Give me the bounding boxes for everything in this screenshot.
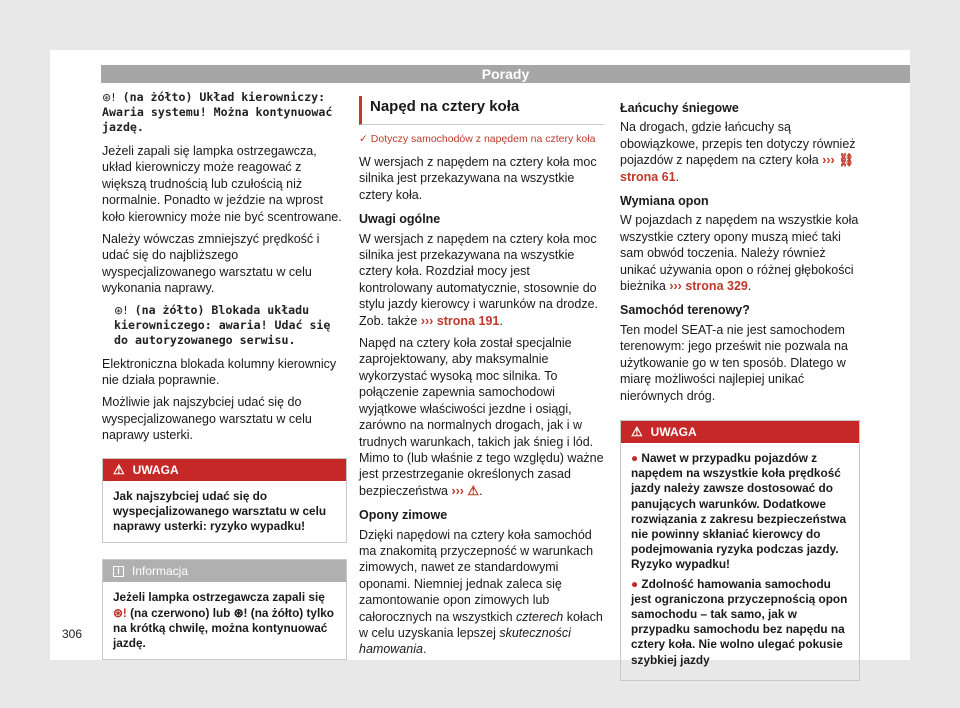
page-reference-link[interactable]: ››› strona 329: [669, 279, 748, 294]
snow-chain-icon: ⛓: [838, 153, 855, 168]
steering-warning-icon: ⊛!: [102, 91, 116, 104]
warning-box: [620, 420, 860, 681]
warning-item: ● Nawet w przypadku pojazdów z napędem na wszystkie koła prędkość jazdy należy zawsze dostosować do panujących warunków. Dodatkowe rozwiązania z zakresu bezpieczeństwa nie powinny skłaniać kierowcy do podejmowania ryzyka podczas jazdy. Ryzyko wypadku!: [631, 450, 847, 572]
subheading: Wymiana opon: [620, 194, 709, 209]
steering-warning-icon: ⊛!: [233, 605, 248, 620]
page-reference-link[interactable]: ››› ⛓ strona 61: [620, 153, 855, 184]
page-number: 306: [62, 627, 83, 641]
page: [50, 50, 910, 667]
warning-body: Jak najszybciej udać się do wyspecjalizowanego warsztatu w celu naprawy usterki: ryzyko wypadku!: [113, 488, 327, 534]
steering-lock-icon: ⊛!: [114, 303, 128, 317]
paragraph: Należy wówczas zmniejszyć prędkość i udać się do najbliższego wyspecjalizowanego warsztatu w celu wykonania naprawy.: [102, 232, 320, 296]
warning-box-header: [621, 421, 859, 443]
paragraph: Elektroniczna blokada kolumny kierownicy nie działa poprawnie.: [102, 356, 337, 388]
warning-triangle-icon: ⚠: [631, 423, 643, 439]
warning-item: ● Zdolność hamowania samochodu jest ograniczona przyczepnością opon samochodu – tak samo, jak w przypadku samochodu bez napędu na cztery koła. Nie wolno ulegać pokusie szybkiej jazdy: [631, 576, 848, 667]
warning-title: UWAGA: [132, 462, 179, 477]
subheading: Opony zimowe: [359, 508, 448, 523]
warning-triangle-icon: ⚠: [467, 482, 480, 498]
subheading: Łańcuchy śniegowe: [620, 101, 739, 115]
steering-warning-icon: ⊛!: [113, 605, 127, 620]
paragraph: Ten model SEAT-a nie jest samochodem terenowym: jego prześwit nie pozwala na użytkowanie go w ten sposób. Dlatego w miarę możliwości najlepiej unikać nierównych dróg.: [620, 322, 848, 403]
info-title: Informacja: [132, 564, 189, 579]
info-body: Jeżeli lampka ostrzegawcza zapali się ⊛! (na czerwono) lub ⊛! (na żółto) tylko na krótką chwilę, można kontynuować jazdę.: [113, 590, 335, 650]
paragraph: Napęd na cztery koła został specjalnie zaprojektowany, aby maksymalnie wykorzystać wysoką moc silnika. To połączenie zapewnia samochodowi wyjątkowe właściwości jezdne i osiągi, zarówno na normalnych drogach, jak i w trudnych warunkach, takich jak śnieg i lód. Mimo to (lub właśnie z tego względu) ważne jest przestrzeganie określonych zasad bezpieczeństwa ››› ⚠.: [359, 336, 604, 498]
warning-body: [621, 443, 859, 680]
column-right: [620, 100, 860, 689]
warning-heading-lock: [102, 303, 347, 348]
bullet-icon: ●: [631, 450, 639, 465]
warning-triangle-icon: ⚠: [113, 461, 125, 477]
warning-reference-link[interactable]: ››› ⚠: [451, 482, 480, 498]
info-box: [102, 559, 347, 660]
subheading: Uwagi ogólne: [359, 212, 441, 227]
applicability-note: ✓ Dotyczy samochodów z napędem na cztery koła: [359, 133, 596, 145]
warning-title: UWAGA: [650, 424, 697, 439]
paragraph: W wersjach z napędem na cztery koła moc silnika jest przekazywana na wszystkie cztery koła. Rozdział mocy jest kontrolowany automatycznie, stosownie do stylu jazdy kierowcy i warunków na drodze. Zob. także ››› strona 191.: [359, 231, 598, 328]
warning-box: [102, 458, 347, 544]
section-title: Napęd na cztery koła: [359, 96, 604, 125]
info-icon: i: [113, 566, 124, 577]
paragraph: W pojazdach z napędem na wszystkie koła wszystkie cztery opony muszą mieć taki sam obwód toczenia. Należy również unikać używania opon o różnej głębokości bieżnika ››› strona 329.: [620, 213, 859, 294]
subheading: Samochód terenowy?: [620, 303, 750, 318]
paragraph: Na drogach, gdzie łańcuchy są obowiązkowe, przepis ten dotyczy również pojazdów z napędem na cztery koła ››› ⛓ strona 61.: [620, 120, 856, 184]
paragraph: W wersjach z napędem na cztery koła moc silnika jest przekazywana na wszystkie cztery koła.: [359, 155, 597, 202]
warning-heading-steering: [102, 90, 347, 135]
check-icon: ✓: [359, 133, 368, 145]
info-box-header: [103, 560, 346, 582]
column-left: [102, 90, 347, 668]
paragraph: Możliwie jak najszybciej udać się do wyspecjalizowanego warsztatu w celu naprawy usterki.: [102, 395, 312, 443]
heading-text: (na żółto) Układ kierowniczy: Awaria systemu! Można kontynuować jazdę.: [102, 90, 333, 134]
page-header: Porady: [101, 65, 910, 83]
bullet-icon: ●: [631, 576, 639, 591]
paragraph: Jeżeli zapali się lampka ostrzegawcza, układ kierowniczy może reagować z większą trudnością lub czułością niż normalnie. Ponadto w jeździe na wprost koło kierownicy może nie być scentrowane.: [102, 144, 342, 224]
page-reference-link[interactable]: ››› strona 191: [420, 313, 500, 328]
paragraph: Dzięki napędowi na cztery koła samochód ma znakomitą przyczepność w warunkach zimowych, nawet ze standardowymi oponami. Niemniej jednak zaleca się zamontowanie opon zimowych lub całorocznych na wszystkich czterech kołach w celu uzyskania lepszej skuteczności hamowania.: [359, 527, 603, 657]
warning-box-header: [103, 459, 346, 481]
heading-text: (na żółto) Blokada układu kierowniczego: awaria! Udać się do autoryzowanego serwisu.: [114, 302, 331, 347]
column-middle: [359, 96, 604, 664]
